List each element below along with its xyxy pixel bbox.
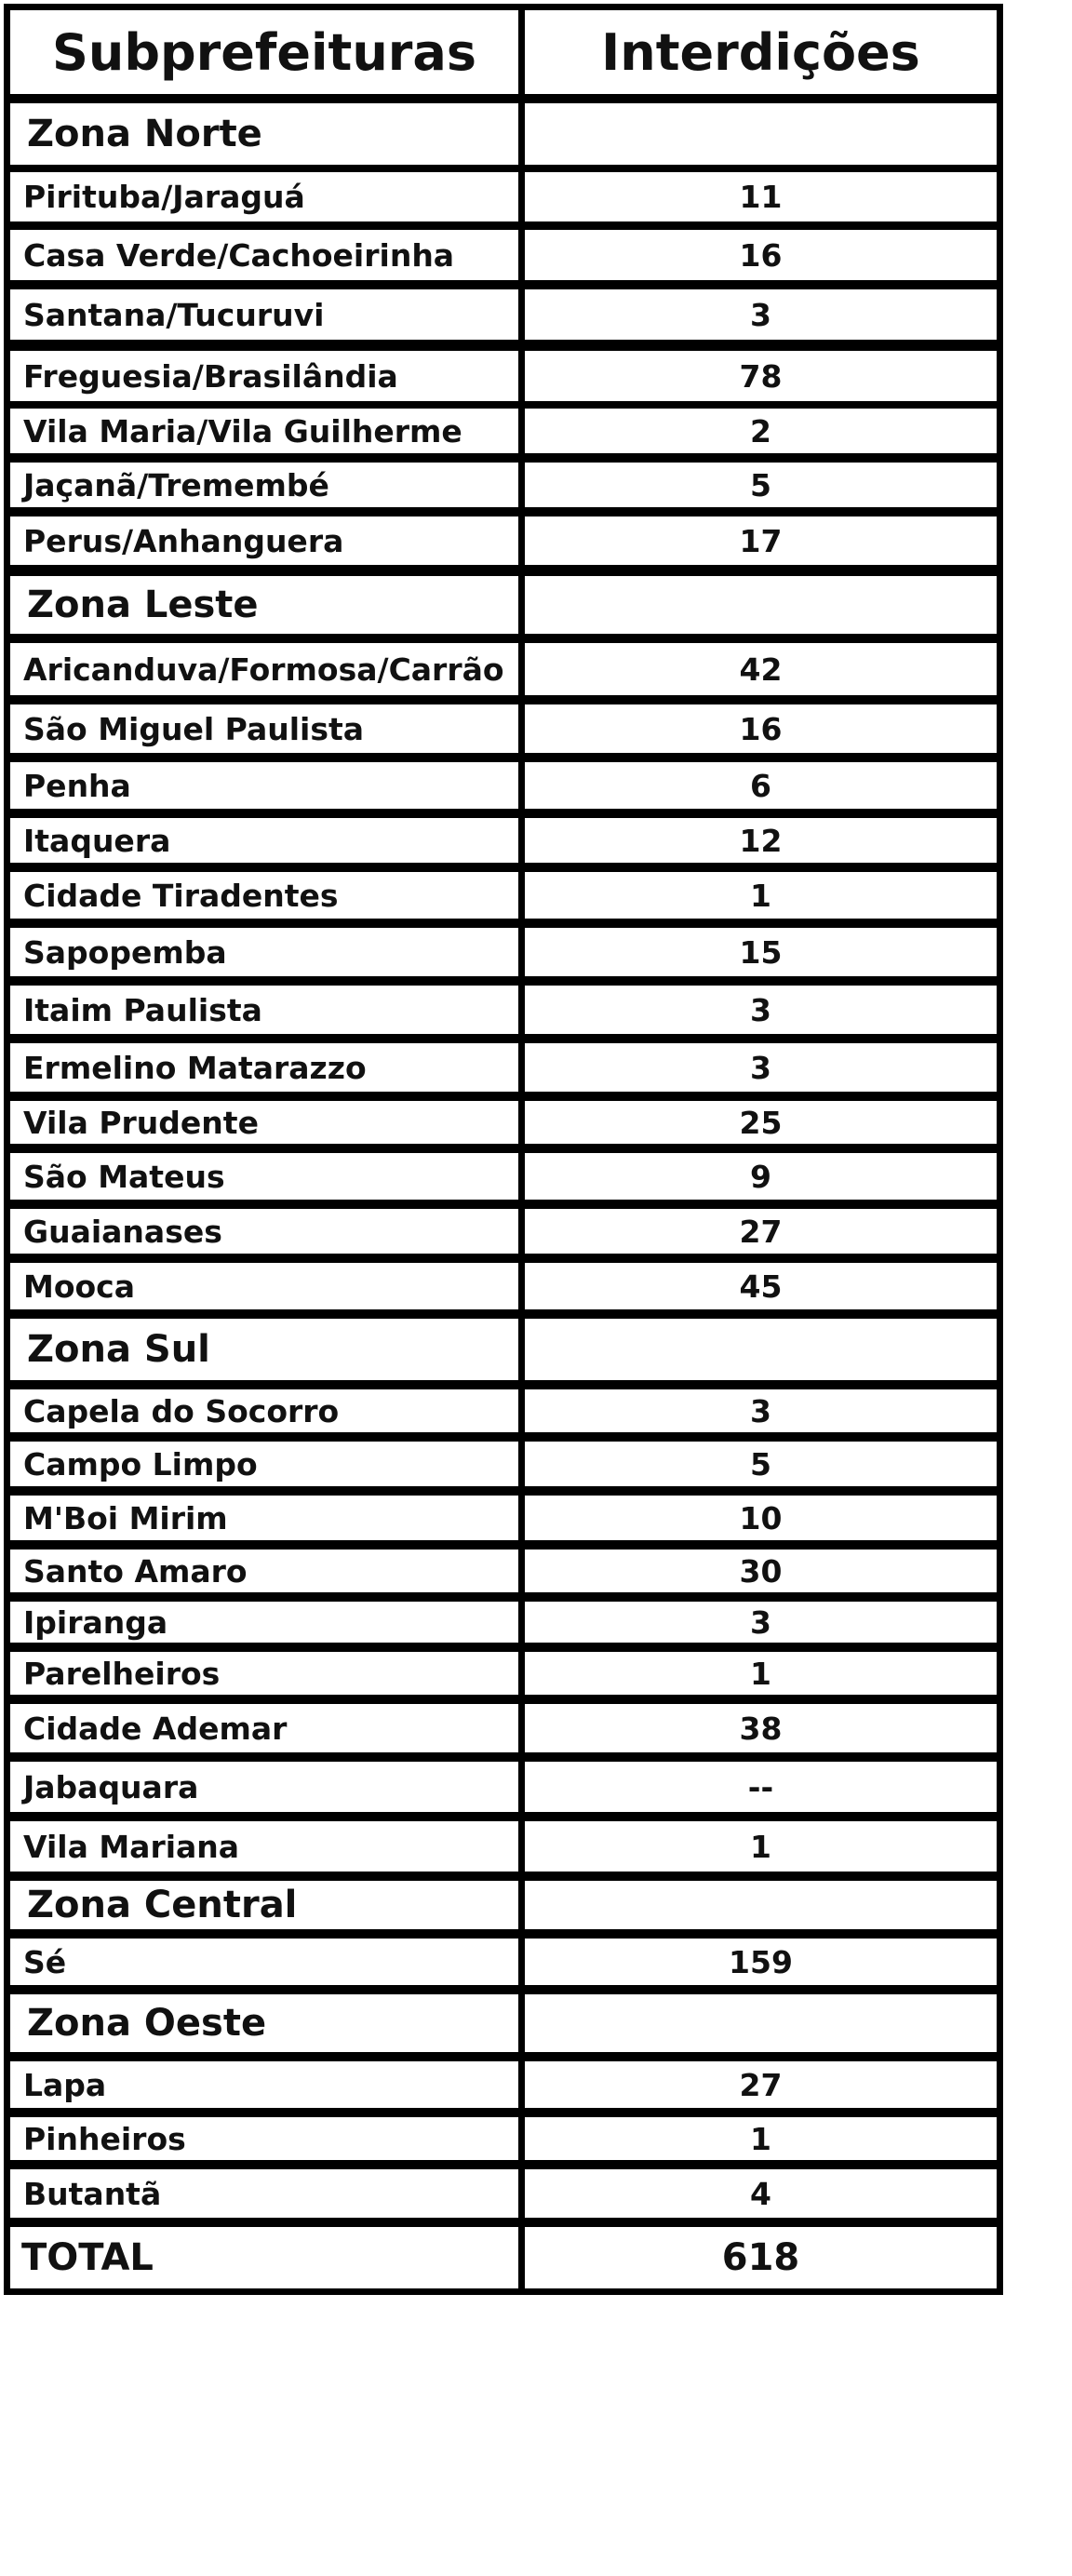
zone-name-cell: [4, 97, 525, 171]
zone-name-cell: [4, 1988, 525, 2059]
interdicoes-cell: [518, 756, 1003, 815]
subprefeitura-name: Vila Prudente: [23, 1104, 259, 1141]
total-value: 618: [721, 2236, 800, 2279]
subprefeitura-cell: [4, 1595, 525, 1649]
subprefeitura-name: Perus/Anhanguera: [23, 522, 344, 559]
table-row: [0, 1595, 1005, 1649]
table-row: [0, 1697, 1005, 1759]
table-row: [0, 637, 1005, 702]
subprefeitura-name: Itaquera: [23, 822, 171, 859]
subprefeitura-cell: [4, 812, 525, 869]
zone-row-zona-leste: [0, 570, 1005, 640]
interdicoes-cell: [518, 979, 1003, 1040]
subprefeitura-cell: [4, 979, 525, 1040]
table-row: [0, 1645, 1005, 1701]
table-row: [0, 812, 1005, 869]
table-row: [0, 1815, 1005, 1878]
interdicoes-value: 1: [750, 877, 771, 914]
interdicoes-cell: [518, 2163, 1003, 2224]
interdicoes-value: 3: [750, 1392, 771, 1429]
header-cell-subprefeituras: [4, 4, 525, 101]
interdicoes-cell: [518, 456, 1003, 514]
table-row: [0, 1383, 1005, 1439]
subprefeitura-name: Freguesia/Brasilândia: [23, 357, 398, 395]
subprefeitura-name: Lapa: [23, 2066, 107, 2103]
interdicoes-value: 3: [750, 1049, 771, 1086]
subprefeitura-name: Jaçanã/Tremembé: [23, 466, 329, 503]
subprefeitura-name: Santana/Tucuruvi: [23, 296, 325, 333]
interdicoes-value: 5: [750, 1445, 771, 1483]
total-row: [0, 2220, 1005, 2295]
table-row: [0, 865, 1005, 925]
interdicoes-cell: [518, 344, 1003, 408]
zone-row-zona-norte: [0, 97, 1005, 171]
subprefeitura-name: Cidade Tiradentes: [23, 877, 339, 914]
interdicoes-value: 30: [739, 1552, 783, 1590]
zone-label: Zona Norte: [27, 113, 262, 155]
table-row: [0, 1932, 1005, 1992]
subprefeitura-name: São Miguel Paulista: [23, 710, 365, 747]
interdicoes-value: 27: [739, 2066, 783, 2103]
interdicoes-value: 1: [750, 1655, 771, 1692]
interdicoes-cell: [518, 1489, 1003, 1547]
interdicoes-value: 2: [750, 412, 771, 449]
interdicoes-cell: [518, 510, 1003, 571]
interdicoes-cell: [518, 1256, 1003, 1316]
interdicoes-cell: [518, 1932, 1003, 1992]
interdicoes-cell: [518, 921, 1003, 983]
interdicoes-value: 1: [750, 1828, 771, 1865]
subprefeitura-cell: [4, 2163, 525, 2224]
interdicoes-cell: [518, 223, 1003, 287]
table-row: [0, 1755, 1005, 1818]
subprefeitura-name: Aricanduva/Formosa/Carrão: [23, 651, 504, 688]
zone-name-cell: [4, 1874, 525, 1936]
interdicoes-value: 1: [750, 2120, 771, 2157]
subprefeitura-cell: [4, 1094, 525, 1150]
subprefeitura-name: Parelheiros: [23, 1655, 221, 1692]
interdicoes-value: --: [747, 1768, 774, 1805]
interdicoes-cell: [518, 698, 1003, 759]
subprefeitura-cell: [4, 1435, 525, 1493]
subprefeitura-cell: [4, 1037, 525, 1098]
interdicoes-cell: [518, 1094, 1003, 1150]
table-row: [0, 2055, 1005, 2114]
interdicoes-value: 10: [739, 1499, 783, 1536]
interdicoes-cell: [518, 2055, 1003, 2114]
subprefeitura-name: Sé: [23, 1943, 67, 1980]
subprefeitura-name: M'Boi Mirim: [23, 1499, 228, 1536]
zone-value-cell: [518, 1988, 1003, 2059]
subprefeitura-name: Itaim Paulista: [23, 991, 262, 1028]
zone-name-cell: [4, 570, 525, 640]
subprefeitura-name: Penha: [23, 767, 131, 804]
table-row: [0, 1147, 1005, 1206]
subprefeitura-name: Ermelino Matarazzo: [23, 1049, 367, 1086]
interdicoes-value: 6: [750, 767, 771, 804]
subprefeitura-cell: [4, 2111, 525, 2167]
subprefeitura-cell: [4, 1755, 525, 1818]
interdicoes-value: 3: [750, 991, 771, 1028]
subprefeitura-cell: [4, 921, 525, 983]
subprefeitura-cell: [4, 865, 525, 925]
subprefeitura-cell: [4, 1697, 525, 1759]
subprefeitura-cell: [4, 223, 525, 287]
interdicoes-value: 17: [739, 522, 783, 559]
header-subprefeituras: Subprefeituras: [52, 22, 476, 82]
interdicoes-value: 42: [739, 651, 783, 688]
interdicoes-value: 27: [739, 1213, 783, 1250]
subprefeitura-name: Ipiranga: [23, 1603, 168, 1641]
total-value-cell: [518, 2220, 1003, 2295]
total-label-cell: [4, 2220, 525, 2295]
interdicoes-cell: [518, 1595, 1003, 1649]
subprefeitura-cell: [4, 1489, 525, 1547]
table-row: [0, 1543, 1005, 1599]
table-row: [0, 921, 1005, 983]
subprefeitura-cell: [4, 510, 525, 571]
zone-label: Zona Leste: [27, 584, 259, 626]
interdicoes-value: 15: [739, 933, 783, 971]
interdicoes-cell: [518, 1147, 1003, 1206]
table-row: [0, 979, 1005, 1040]
table-row: [0, 1435, 1005, 1493]
table-row: [0, 1489, 1005, 1547]
subprefeitura-name: Guaianases: [23, 1213, 222, 1250]
table-row: [0, 283, 1005, 346]
interdicoes-cell: [518, 1755, 1003, 1818]
zone-row-zona-oeste: [0, 1988, 1005, 2059]
table-row: [0, 756, 1005, 815]
subprefeitura-name: Santo Amaro: [23, 1552, 248, 1590]
interdicoes-value: 11: [739, 179, 783, 215]
subprefeitura-name: Capela do Socorro: [23, 1392, 340, 1429]
header-interdicoes: Interdições: [601, 22, 920, 82]
zone-value-cell: [518, 97, 1003, 171]
interdicoes-value: 3: [750, 1603, 771, 1641]
subprefeitura-name: Vila Maria/Vila Guilherme: [23, 412, 462, 449]
subprefeitura-cell: [4, 1147, 525, 1206]
table-row: [0, 1256, 1005, 1316]
total-label: TOTAL: [21, 2236, 154, 2279]
subprefeitura-name: Sapopemba: [23, 933, 227, 971]
interdicoes-cell: [518, 637, 1003, 702]
interdicoes-value: 16: [739, 236, 783, 274]
subprefeitura-cell: [4, 166, 525, 228]
interdicoes-value: 38: [739, 1710, 783, 1747]
header-cell-interdicoes: [518, 4, 1003, 101]
interdicoes-value: 3: [750, 296, 771, 333]
subprefeitura-cell: [4, 456, 525, 514]
subprefeitura-cell: [4, 1543, 525, 1599]
subprefeitura-cell: [4, 637, 525, 702]
table-row: [0, 402, 1005, 460]
subprefeitura-name: Mooca: [23, 1268, 136, 1305]
table-row: [0, 456, 1005, 514]
interdicoes-cell: [518, 2111, 1003, 2167]
subprefeitura-cell: [4, 1645, 525, 1701]
interdicoes-value: 9: [750, 1158, 771, 1195]
interdicoes-cell: [518, 283, 1003, 346]
table-row: [0, 698, 1005, 759]
interdicoes-cell: [518, 166, 1003, 228]
subprefeitura-name: Cidade Ademar: [23, 1710, 288, 1747]
subprefeitura-cell: [4, 1815, 525, 1878]
interdicoes-value: 159: [729, 1943, 793, 1980]
table-row: [0, 166, 1005, 228]
table-row: [0, 344, 1005, 408]
subprefeitura-name: Casa Verde/Cachoeirinha: [23, 236, 455, 274]
interdicoes-cell: [518, 1383, 1003, 1439]
interdicoes-value: 5: [750, 466, 771, 503]
interdicoes-cell: [518, 865, 1003, 925]
table-row: [0, 223, 1005, 287]
subprefeitura-cell: [4, 1202, 525, 1260]
subprefeitura-cell: [4, 283, 525, 346]
zone-value-cell: [518, 570, 1003, 640]
table-row: [0, 1094, 1005, 1150]
interdicoes-value: 16: [739, 710, 783, 747]
interdicoes-value: 25: [739, 1104, 783, 1141]
subprefeitura-name: Jabaquara: [23, 1768, 199, 1805]
zone-row-zona-sul: [0, 1312, 1005, 1387]
interdicoes-cell: [518, 812, 1003, 869]
subprefeitura-name: Butantã: [23, 2175, 162, 2212]
subprefeitura-cell: [4, 756, 525, 815]
subprefeitura-cell: [4, 698, 525, 759]
subprefeitura-cell: [4, 1932, 525, 1992]
table-row: [0, 2163, 1005, 2224]
table-row: [0, 1037, 1005, 1098]
zone-row-zona-central: [0, 1874, 1005, 1936]
zone-label: Zona Oeste: [27, 2002, 267, 2045]
interdicoes-cell: [518, 1543, 1003, 1599]
subprefeitura-name: Pinheiros: [23, 2120, 186, 2157]
table-row: [0, 1202, 1005, 1260]
zone-name-cell: [4, 1312, 525, 1387]
interdicoes-value: 12: [739, 822, 783, 859]
subprefeitura-name: Pirituba/Jaraguá: [23, 179, 305, 215]
subprefeitura-cell: [4, 344, 525, 408]
interdicoes-cell: [518, 1037, 1003, 1098]
interdicoes-cell: [518, 1697, 1003, 1759]
zone-value-cell: [518, 1312, 1003, 1387]
interdicoes-value: 78: [739, 357, 783, 395]
subprefeitura-name: Vila Mariana: [23, 1828, 240, 1865]
interdicoes-cell: [518, 1435, 1003, 1493]
subprefeitura-cell: [4, 1256, 525, 1316]
subprefeitura-cell: [4, 1383, 525, 1439]
zone-label: Zona Central: [27, 1884, 298, 1926]
interdicoes-value: 45: [739, 1268, 783, 1305]
subprefeitura-cell: [4, 2055, 525, 2114]
subprefeitura-cell: [4, 402, 525, 460]
interdicoes-cell: [518, 1815, 1003, 1878]
table-header-row: [0, 4, 1005, 101]
subprefeitura-name: São Mateus: [23, 1158, 225, 1195]
interdicoes-cell: [518, 402, 1003, 460]
zone-value-cell: [518, 1874, 1003, 1936]
subprefeitura-name: Campo Limpo: [23, 1445, 258, 1483]
interdicoes-cell: [518, 1202, 1003, 1260]
interdicoes-value: 4: [750, 2175, 771, 2212]
table-row: [0, 2111, 1005, 2167]
table-row: [0, 510, 1005, 571]
interdicoes-cell: [518, 1645, 1003, 1701]
zone-label: Zona Sul: [27, 1328, 210, 1371]
